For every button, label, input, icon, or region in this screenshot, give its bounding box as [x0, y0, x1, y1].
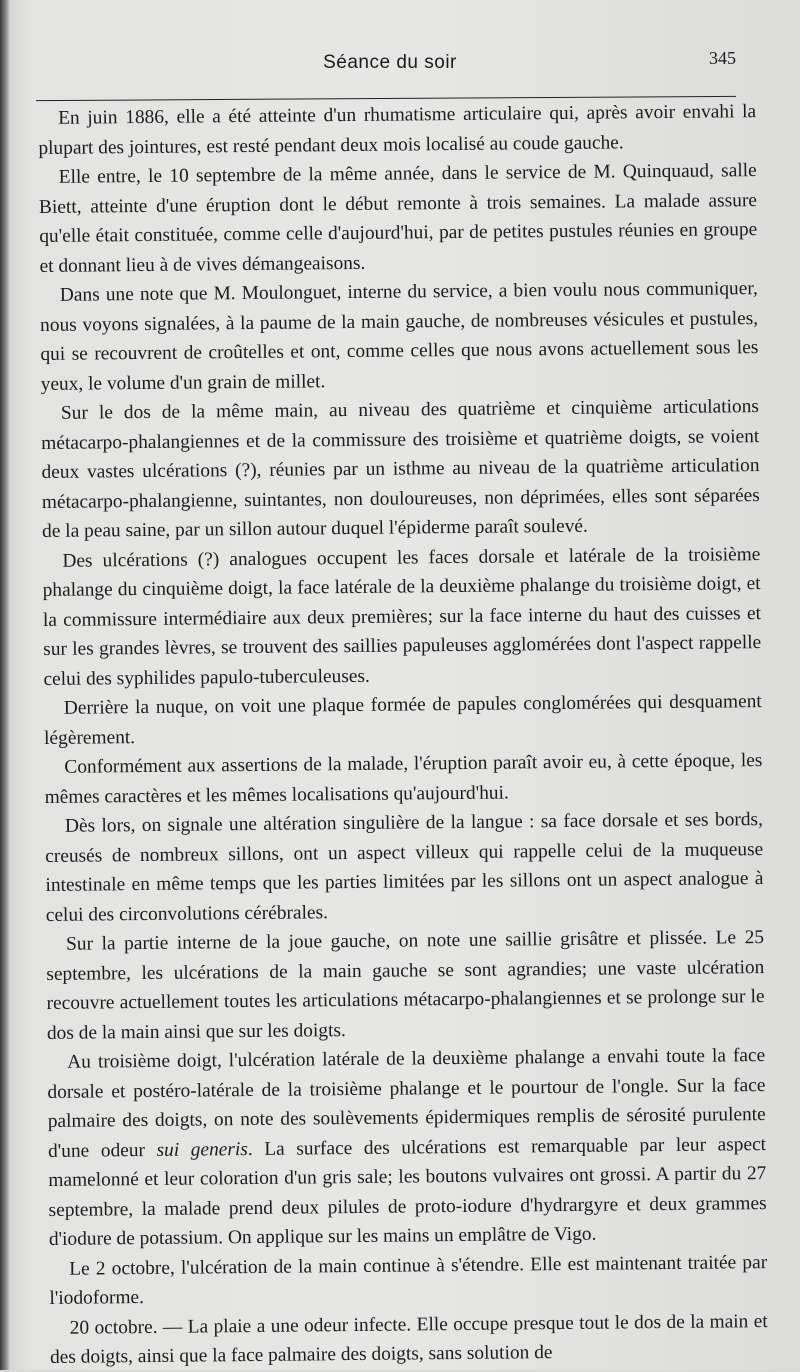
paragraph: Elle entre, le 10 septembre de la même année, dans le service de M. Quinquaud, salle Biett, atteinte d'une éruption dont le début remonte à trois semaines. La malade assure qu'elle était constituée, comme celle d'aujourd'hui, par de petites pustules réunies en groupe et donnant lieu à de vives démangeaisons. — [38, 160, 758, 277]
paragraph-text: . La surface des ulcérations est remarquable par leur aspect mamelonné et leur coloration d'un gris sale; les boutons vulvaires ont grossi. A partir du 27 septembre, la malade prend deux pilules de proto-iodure d'hydrargyre et deux grammes d'iodure de potassium. On applique sur les mains un emplâtre de Vigo. — [48, 1133, 767, 1250]
paragraph: Dès lors, on signale une altération singulière de la langue : sa face dorsale et ses bords, creusés de nombreux sillons, ont un aspect villeux qui rappelle celui de la muqueuse intestinale en même temps que les parties limitées par les sillons ont un aspect analogue à celui des circonvolutions cérébrales. — [45, 809, 764, 926]
running-title: Séance du soir — [323, 52, 457, 73]
paragraph: Conformément aux assertions de la malade, l'éruption paraît avoir eu, à cette époque, les mêmes caractères et les mêmes localisations qu'aujourd'hui. — [44, 750, 763, 808]
page-number: 345 — [709, 48, 736, 68]
paragraph: En juin 1886, elle a été atteinte d'un rhumatisme articulaire qui, après avoir envahi la plupart des jointures, est resté pendant deux mois localisé au coude gauche. — [38, 101, 757, 159]
paragraph: Des ulcérations (?) analogues occupent les faces dorsale et latérale de la troisième phalange du cinquième doigt, la face latérale de la deuxième phalange du troisième doigt, et la commissure intermédiaire aux deux premières; sur la face interne du haut des cuisses et sur les grandes lèvres, se trouvent des saillies papuleuses agglomérées dont l'aspect rappelle celui des syphilides papulo-tuberculeuses. — [42, 543, 762, 690]
body-text — [38, 97, 768, 1372]
paragraph: Dans une note que M. Moulonguet, interne du service, a bien voulu nous communiquer, nous voyons signalées, à la paume de la main gauche, de nombreuses vésicules et pustules, qui se recouvrent de croûtelles et ont, comme celles que nous avons actuellement sous les yeux, le volume d'un grain de millet. — [40, 278, 759, 395]
page-header — [40, 48, 740, 78]
paragraph: Derrière la nuque, on voit une plaque formée de papules conglomérées qui desquament légèrement. — [43, 691, 762, 749]
book-gutter-shadow — [0, 0, 10, 1370]
paragraph: Sur le dos de la même main, au niveau des quatrième et cinquième articulations métacarpo-phalangiennes et de la commissure des troisième et quatrième doigts, se voient deux vastes ulcérations (?), réunies par un isthme au niveau de la quatrième articulation métacarpo-phalangienne, suintantes, non douloureuses, non déprimées, elles sont séparées de la peau saine, par un sillon autour duquel l'épiderme paraît soulevé. — [41, 396, 760, 542]
paragraph: Sur la partie interne de la joue gauche, on note une saillie grisâtre et plissée. Le 25 septembre, les ulcérations de la main gauche se sont agrandies; une vaste ulcération recouvre actuellement toutes les articulations métacarpo-phalangiennes et se prolonge sur le dos de la main ainsi que sur les doigts. — [46, 927, 765, 1044]
paragraph: 20 octobre. — La plaie a une odeur infecte. Elle occupe presque tout le dos de la main et des doigts, ainsi que la face palmaire des doigts, sans solution de — [49, 1310, 768, 1368]
paragraph — [47, 1041, 767, 1254]
paragraph-text: Au troisième doigt, l'ulcération latérale de la deuxième phalange a envahi toute la face dorsale et postéro-latérale de la troisième phalange et le pourtour de l'ongle. Sur la face palmaire des doigts, on note des soulèvements épidermiques remplis de sérosité purulente d'une odeur — [47, 1045, 766, 1162]
paragraph: Le 2 octobre, l'ulcération de la main continue à s'étendre. Elle est maintenant traitée par l'iodoforme. — [49, 1251, 768, 1309]
italic-phrase: sui generis — [156, 1138, 248, 1161]
